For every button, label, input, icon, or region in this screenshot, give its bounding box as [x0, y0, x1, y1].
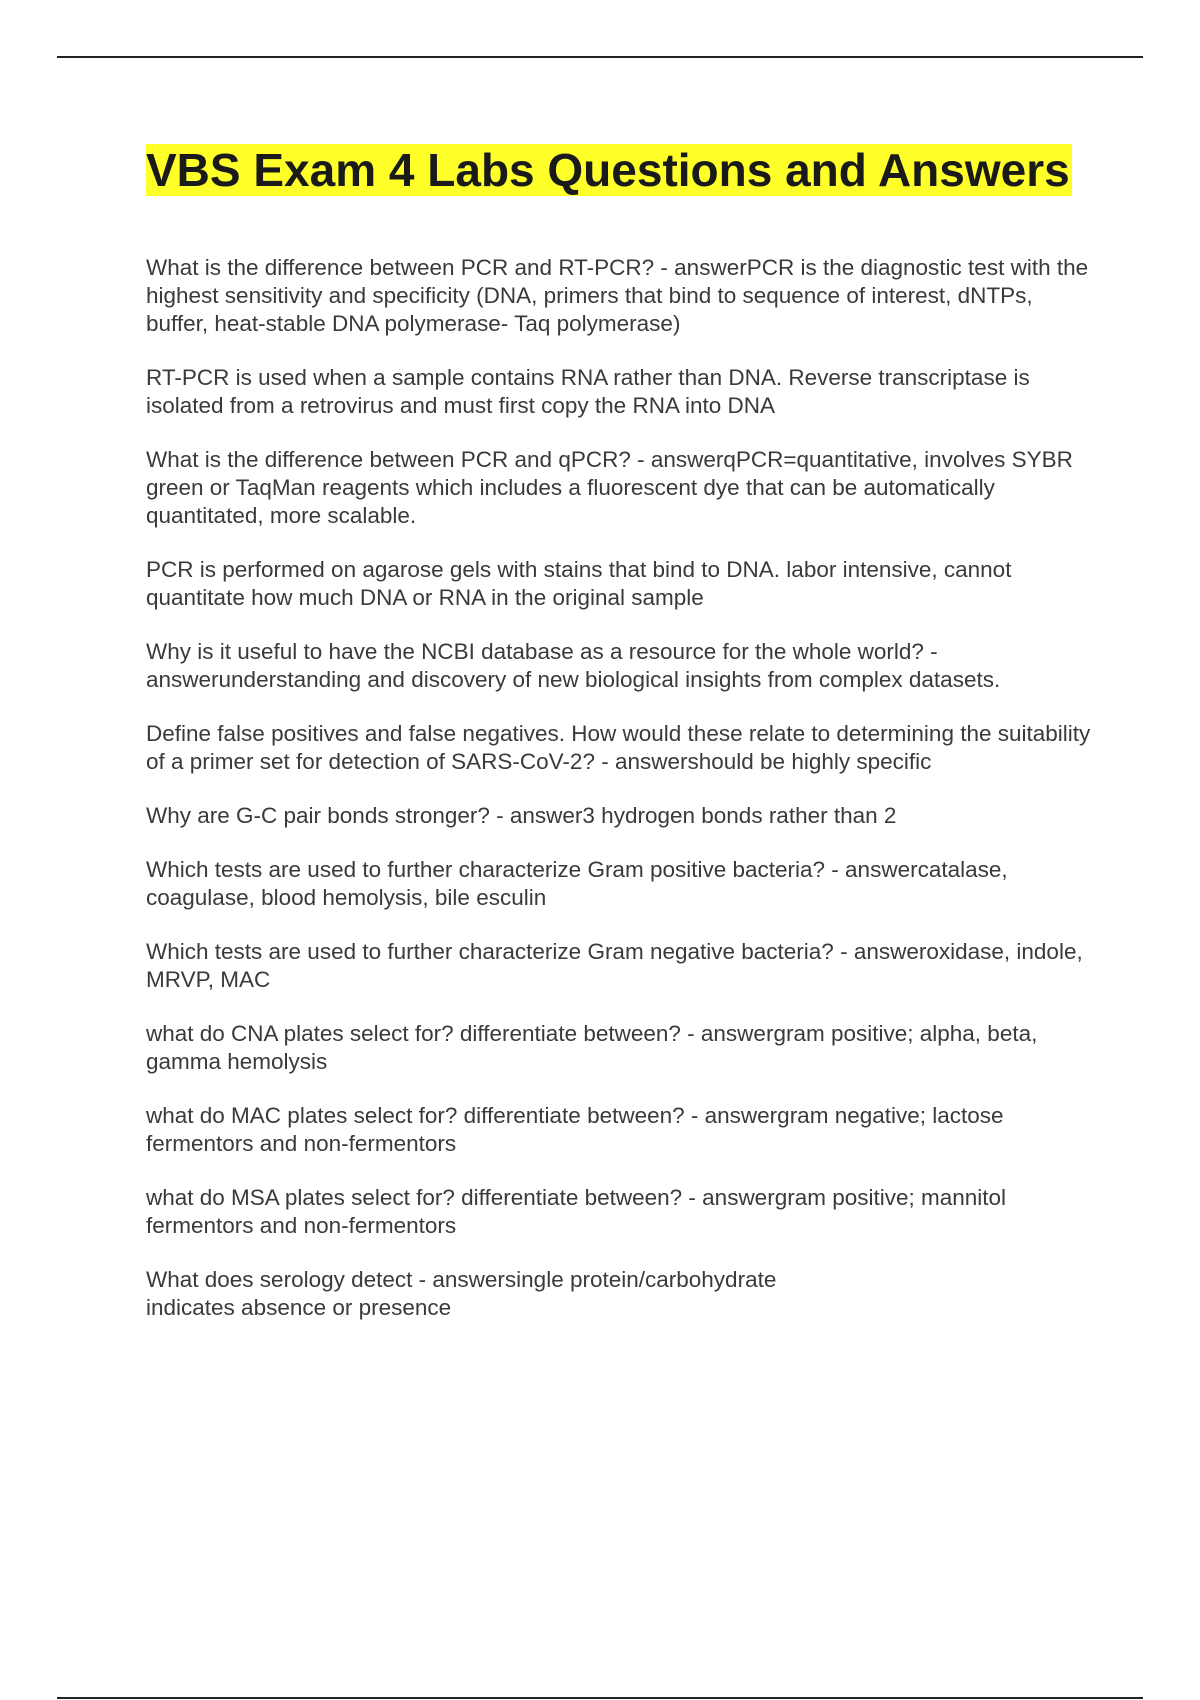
document-title — [146, 142, 1096, 199]
qa-entry: Which tests are used to further characterize Gram negative bacteria? - answeroxidase, indole, MRVP, MAC — [146, 939, 1083, 992]
qa-entry: Define false positives and false negatives. How would these relate to determining the suitability of a primer set for detection of SARS-CoV-2? - answershould be highly specific — [146, 721, 1091, 774]
top-rule — [57, 56, 1143, 58]
qa-entry: what do CNA plates select for? differentiate between? - answergram positive; alpha, beta, gamma hemolysis — [146, 1021, 1038, 1074]
document-body — [146, 142, 1096, 1348]
qa-entry: Why is it useful to have the NCBI database as a resource for the whole world? - answerunderstanding and discovery of new biological insights from complex datasets. — [146, 639, 1001, 692]
qa-entry: what do MSA plates select for? differentiate between? - answergram positive; mannitol fermentors and non-fermentors — [146, 1185, 1007, 1238]
title-highlight: VBS Exam 4 Labs Questions and Answers — [146, 144, 1070, 196]
qa-entry: RT-PCR is used when a sample contains RNA rather than DNA. Reverse transcriptase is isolated from a retrovirus and must first copy the RNA into DNA — [146, 365, 1030, 418]
qa-entry: What is the difference between PCR and RT-PCR? - answerPCR is the diagnostic test with the highest sensitivity and specificity (DNA, primers that bind to sequence of interest, dNTPs, buffer, heat-stable DNA polymerase- Taq polymerase) — [146, 255, 1089, 336]
qa-entry: Which tests are used to further characterize Gram positive bacteria? - answercatalase, coagulase, blood hemolysis, bile esculin — [146, 857, 1008, 910]
qa-entry: what do MAC plates select for? differentiate between? - answergram negative; lactose fermentors and non-fermentors — [146, 1103, 1004, 1156]
qa-entry: PCR is performed on agarose gels with stains that bind to DNA. labor intensive, cannot quantitate how much DNA or RNA in the original sample — [146, 557, 1012, 610]
qa-entry: Why are G-C pair bonds stronger? - answer3 hydrogen bonds rather than 2 — [146, 803, 897, 828]
qa-entry: What is the difference between PCR and qPCR? - answerqPCR=quantitative, involves SYBR green or TaqMan reagents which includes a fluorescent dye that can be automatically quantitated, more scalable. — [146, 447, 1073, 528]
qa-list — [146, 254, 1096, 1322]
qa-entry: What does serology detect - answersingle protein/carbohydrate indicates absence or presence — [146, 1267, 777, 1320]
bottom-rule — [57, 1697, 1143, 1699]
